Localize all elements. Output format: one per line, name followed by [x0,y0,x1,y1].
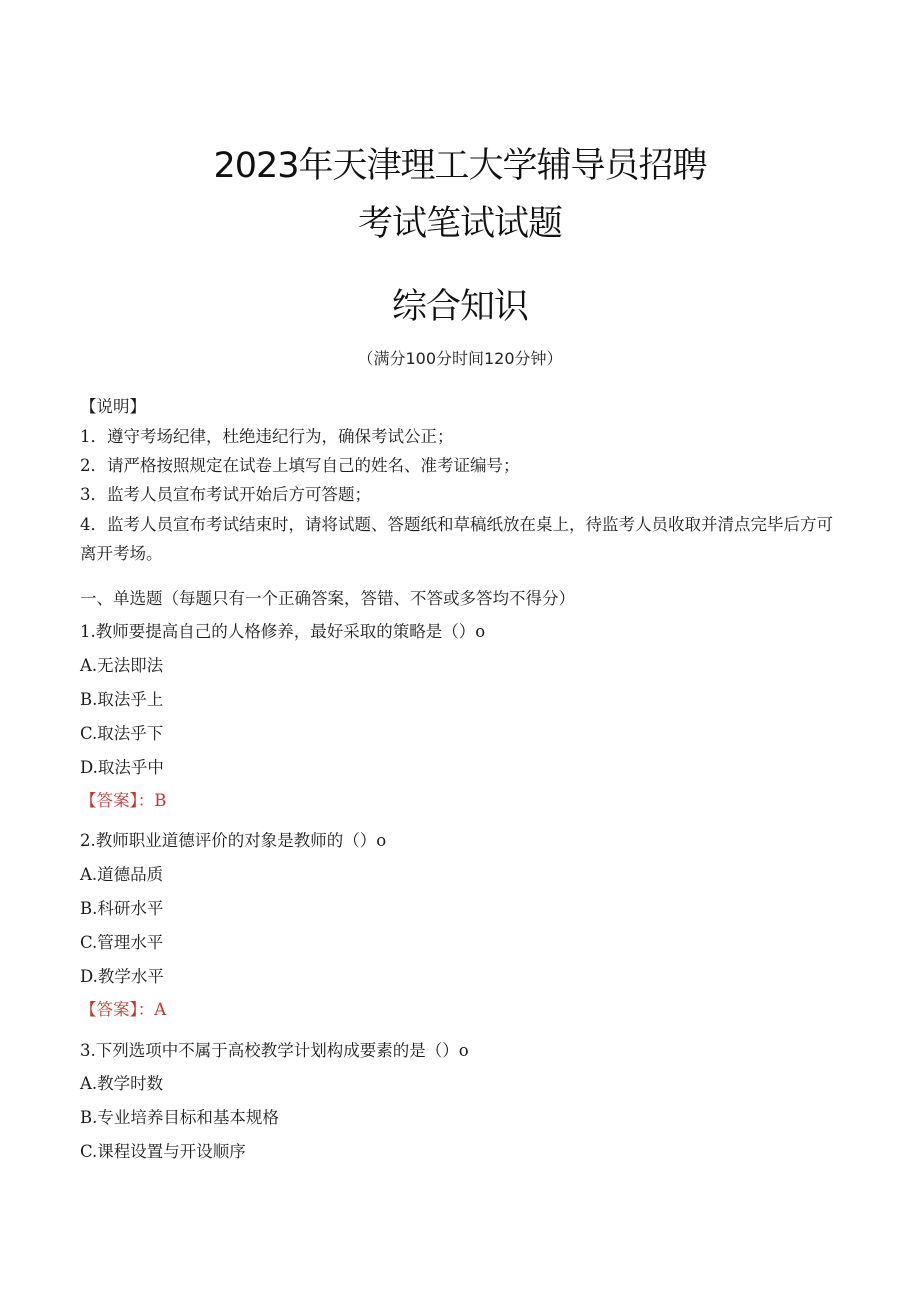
question-option: B.专业培养目标和基本规格 [80,1108,279,1127]
question-option: C.管理水平 [80,933,164,952]
question-option: C.取法乎下 [80,724,164,743]
exam-title-line1: 2023年天津理工大学辅导员招聘 [213,146,707,186]
answer-line [80,999,166,1021]
answer-value: B [154,791,167,810]
question-option: D.教学水平 [80,967,164,986]
question-option: A.道德品质 [80,865,164,884]
answer-label: 【答案】 [80,1000,138,1019]
answer-line [80,790,166,812]
instructions-heading: 【说明】 [80,397,146,416]
question-stem: 3.下列选项中不属于高校教学计划构成要素的是（）o [80,1041,469,1060]
score-time-note: （满分100分时间120分钟） [357,349,563,368]
instruction-item: 1．遵守考场纪律，杜绝违纪行为，确保考试公正； [80,427,454,446]
instruction-item: 2．请严格按照规定在试卷上填写自己的姓名、准考证编号； [80,456,520,475]
answer-label: 【答案】 [80,791,138,810]
exam-subject: 综合知识 [391,287,528,327]
question-option: C.课程设置与开设顺序 [80,1142,246,1161]
section-title: 一、单选题（每题只有一个正确答案，答错、不答或多答均不得分） [80,589,575,608]
question-option: A.教学时数 [80,1074,164,1093]
instruction-item: 4．监考人员宣布考试结束时，请将试题、答题纸和草稿纸放在桌上，待监考人员收取并清点完毕后方可离开考场。 [80,515,833,563]
answer-separator: ： [137,791,155,810]
question-option: B.取法乎上 [80,690,164,709]
question-stem: 2.教师职业道德评价的对象是教师的（）o [80,831,387,850]
exam-title-line2: 考试笔试试题 [357,204,562,244]
answer-separator: ： [137,1000,155,1019]
question-stem: 1.教师要提高自己的人格修养，最好采取的策略是（）o [80,622,486,641]
question-option: B.科研水平 [80,899,164,918]
answer-value: A [154,1000,167,1019]
question-option: D.取法乎中 [80,758,164,777]
question-option: A.无法即法 [80,656,164,675]
instruction-item: 3．监考人员宣布考试开始后方可答题； [80,485,371,504]
